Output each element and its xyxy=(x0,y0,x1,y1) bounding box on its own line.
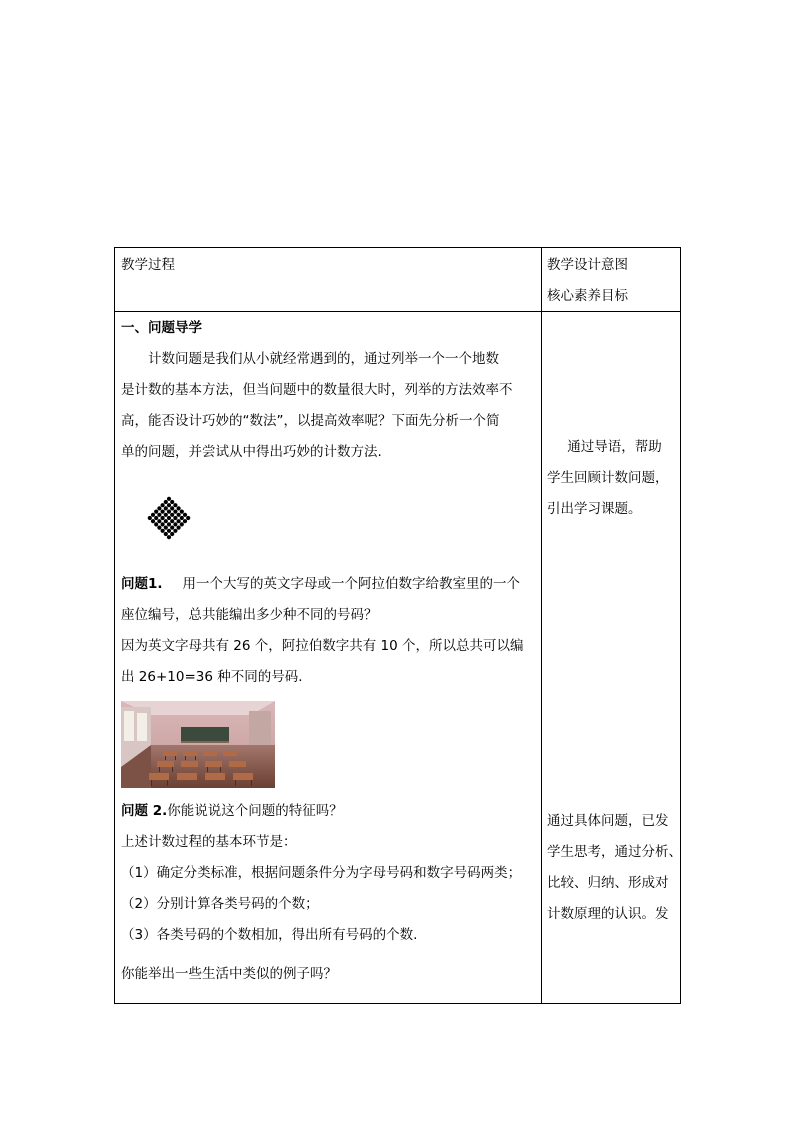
lesson-table xyxy=(114,247,681,1004)
note-line: 计数原理的认识。发 xyxy=(547,906,669,922)
header-core-goal-line2: 核心素养目标 xyxy=(547,288,628,304)
problem1-question xyxy=(121,569,535,693)
dot-diamond-icon xyxy=(121,473,221,567)
problem1-label: 问题1. xyxy=(121,576,163,592)
problem2-question xyxy=(121,796,535,827)
intro-line: 单的问题，并尝试从中得出巧妙的计数方法. xyxy=(121,444,382,460)
problem1-line1: 用一个大写的英文字母或一个阿拉伯数字给教室里的一个 xyxy=(182,576,521,592)
problem1-line2: 座位编号，总共能编出多少种不同的号码？ xyxy=(121,607,378,623)
note-line: 通过具体问题，已发 xyxy=(547,813,669,829)
steps-intro: 上述计数过程的基本环节是： xyxy=(121,834,297,850)
problem1-answer1: 因为英文字母共有 26 个，阿拉伯数字共有 10 个，所以总共可以编 xyxy=(121,638,524,654)
note-line: 通过导语，帮助 xyxy=(567,439,662,455)
note-line: 引出学习课题。 xyxy=(547,501,642,517)
note-line: 比较、归纳、形成对 xyxy=(547,875,669,891)
step-item: （1）确定分类标准，根据问题条件分为字母号码和数字号码两类； xyxy=(121,865,522,881)
design-note-2 xyxy=(547,806,682,930)
column-divider xyxy=(541,248,542,1003)
note-line: 学生回顾计数问题， xyxy=(547,470,669,486)
problem1-answer2: 出 26+10=36 种不同的号码. xyxy=(121,669,303,685)
design-intent-content xyxy=(547,312,682,930)
dot-diamond-figure xyxy=(121,473,535,567)
step-item: （3）各类号码的个数相加，得出所有号码的个数. xyxy=(121,927,418,943)
intro-line: 计数问题是我们从小就经常遇到的，通过列举一个一个地数 xyxy=(148,351,499,367)
design-note-1 xyxy=(547,432,679,525)
followup-question: 你能举出一些生活中类似的例子吗？ xyxy=(121,966,337,982)
intro-line: 是计数的基本方法，但当问题中的数量很大时，列举的方法效率不 xyxy=(121,382,513,398)
note-line: 学生思考，通过分析、 xyxy=(547,844,682,860)
problem2-text: 你能说说这个问题的特征吗？ xyxy=(167,803,343,819)
section-title: 一、问题导学 xyxy=(121,320,202,336)
step-item: （2）分别计算各类号码的个数； xyxy=(121,896,319,912)
teaching-process-content xyxy=(121,312,535,990)
header-design-intent xyxy=(547,250,677,312)
classroom-icon xyxy=(121,701,275,788)
classroom-image xyxy=(121,701,275,788)
problem2-label: 问题 2. xyxy=(121,803,168,819)
header-design-intent-line1: 教学设计意图 xyxy=(547,257,628,273)
intro-line: 高，能否设计巧妙的“数法”，以提高效率呢？下面先分析一个简 xyxy=(121,413,500,429)
intro-paragraph xyxy=(121,344,535,468)
header-teaching-process: 教学过程 xyxy=(121,257,175,273)
